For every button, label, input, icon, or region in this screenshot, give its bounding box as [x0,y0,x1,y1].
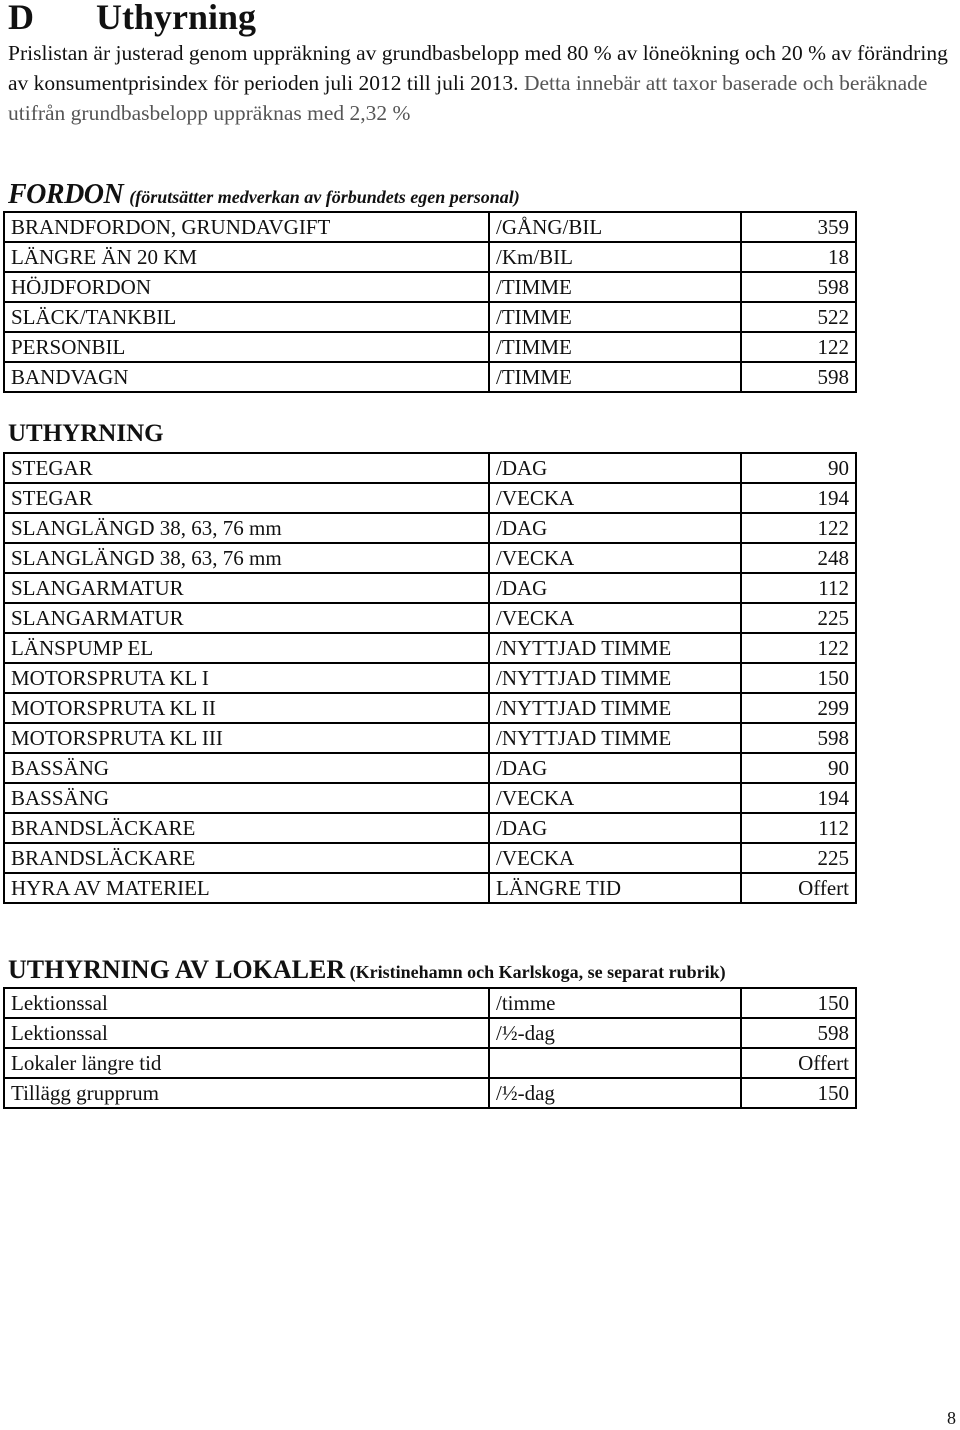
price-cell: 194 [741,483,856,513]
table-row [4,1048,856,1078]
price-cell: 299 [741,693,856,723]
price-cell: 225 [741,843,856,873]
item-cell: PERSONBIL [4,332,489,362]
price-cell: Offert [741,873,856,903]
table-row [4,302,856,332]
unit-cell: /NYTTJAD TIMME [489,693,741,723]
table-row [4,573,856,603]
item-cell: BRANDFORDON, GRUNDAVGIFT [4,212,489,242]
section-letter: D [8,0,34,37]
unit-cell: /VECKA [489,843,741,873]
table-row [4,513,856,543]
lokaler-price-table [3,987,857,1109]
item-cell: Tillägg grupprum [4,1078,489,1108]
item-cell: LÄNGRE ÄN 20 KM [4,242,489,272]
price-cell: 90 [741,753,856,783]
table-row [4,212,856,242]
unit-cell: /DAG [489,573,741,603]
price-cell: 248 [741,543,856,573]
unit-cell: /DAG [489,753,741,783]
table-row [4,753,856,783]
item-cell: SLÄCK/TANKBIL [4,302,489,332]
fordon-price-table [3,211,857,393]
unit-cell: /TIMME [489,332,741,362]
unit-cell: /DAG [489,513,741,543]
fordon-heading-title: FORDON [8,179,124,210]
unit-cell: /VECKA [489,783,741,813]
item-cell: Lektionssal [4,988,489,1018]
lokaler-heading-title: UTHYRNING AV LOKALER [8,955,346,984]
unit-cell: /VECKA [489,483,741,513]
price-cell: 522 [741,302,856,332]
unit-cell: /Km/BIL [489,242,741,272]
price-cell: 122 [741,332,856,362]
table-row [4,813,856,843]
price-cell: 359 [741,212,856,242]
item-cell: LÄNSPUMP EL [4,633,489,663]
table-row [4,332,856,362]
intro-text-part1: Prislistan är justerad genom uppräkning av grundbasbelopp med 80 % av löneökning och 20 % av förändring av konsumentprisindex för perioden juli 2012 till juli 2013. [8,41,948,95]
table-row [4,723,856,753]
item-cell: BRANDSLÄCKARE [4,843,489,873]
unit-cell: /GÅNG/BIL [489,212,741,242]
price-cell: 150 [741,1078,856,1108]
price-cell: 122 [741,513,856,543]
lokaler-heading [8,955,726,985]
price-cell: 150 [741,988,856,1018]
item-cell: BRANDSLÄCKARE [4,813,489,843]
table-row [4,988,856,1018]
intro-paragraph [8,38,948,128]
unit-cell: /TIMME [489,272,741,302]
unit-cell: /VECKA [489,603,741,633]
item-cell: HYRA AV MATERIEL [4,873,489,903]
item-cell: BASSÄNG [4,783,489,813]
table-row [4,453,856,483]
fordon-heading [8,179,520,211]
price-cell: 112 [741,813,856,843]
unit-cell: LÄNGRE TID [489,873,741,903]
intro-text-part2: Detta innebär att taxor baserade och beräknade utifrån grundbasbelopp uppräknas med 2,32 % [8,71,928,125]
fordon-heading-note: (förutsätter medverkan av förbundets egen personal) [129,187,520,207]
unit-cell: /timme [489,988,741,1018]
item-cell: Lektionssal [4,1018,489,1048]
item-cell: Lokaler längre tid [4,1048,489,1078]
table-row [4,783,856,813]
unit-cell: /TIMME [489,362,741,392]
price-cell: 90 [741,453,856,483]
unit-cell: /½-dag [489,1078,741,1108]
section-title: Uthyrning [96,0,257,37]
table-row [4,543,856,573]
price-cell: 598 [741,362,856,392]
unit-cell: /NYTTJAD TIMME [489,633,741,663]
table-row [4,242,856,272]
page-title [8,0,256,38]
table-row [4,873,856,903]
uthyrning-price-table [3,452,857,904]
table-row [4,483,856,513]
unit-cell: /NYTTJAD TIMME [489,663,741,693]
table-row [4,633,856,663]
table-row [4,1078,856,1108]
price-cell: 598 [741,1018,856,1048]
item-cell: SLANGLÄNGD 38, 63, 76 mm [4,543,489,573]
unit-cell: /VECKA [489,543,741,573]
price-cell: 598 [741,723,856,753]
item-cell: SLANGLÄNGD 38, 63, 76 mm [4,513,489,543]
item-cell: STEGAR [4,483,489,513]
unit-cell [489,1048,741,1078]
item-cell: BANDVAGN [4,362,489,392]
price-cell: 598 [741,272,856,302]
item-cell: HÖJDFORDON [4,272,489,302]
unit-cell: /DAG [489,813,741,843]
lokaler-heading-note: (Kristinehamn och Karlskoga, se separat rubrik) [345,962,726,982]
price-cell: Offert [741,1048,856,1078]
item-cell: STEGAR [4,453,489,483]
table-row [4,362,856,392]
table-row [4,693,856,723]
item-cell: SLANGARMATUR [4,573,489,603]
uthyrning-heading: UTHYRNING [8,420,164,447]
unit-cell: /DAG [489,453,741,483]
price-cell: 194 [741,783,856,813]
page-number: 8 [947,1408,956,1428]
table-row [4,843,856,873]
item-cell: MOTORSPRUTA KL II [4,693,489,723]
item-cell: MOTORSPRUTA KL III [4,723,489,753]
unit-cell: /NYTTJAD TIMME [489,723,741,753]
item-cell: MOTORSPRUTA KL I [4,663,489,693]
price-cell: 112 [741,573,856,603]
item-cell: SLANGARMATUR [4,603,489,633]
price-cell: 122 [741,633,856,663]
price-cell: 150 [741,663,856,693]
item-cell: BASSÄNG [4,753,489,783]
price-cell: 18 [741,242,856,272]
unit-cell: /½-dag [489,1018,741,1048]
unit-cell: /TIMME [489,302,741,332]
table-row [4,663,856,693]
price-cell: 225 [741,603,856,633]
table-row [4,603,856,633]
table-row [4,1018,856,1048]
table-row [4,272,856,302]
